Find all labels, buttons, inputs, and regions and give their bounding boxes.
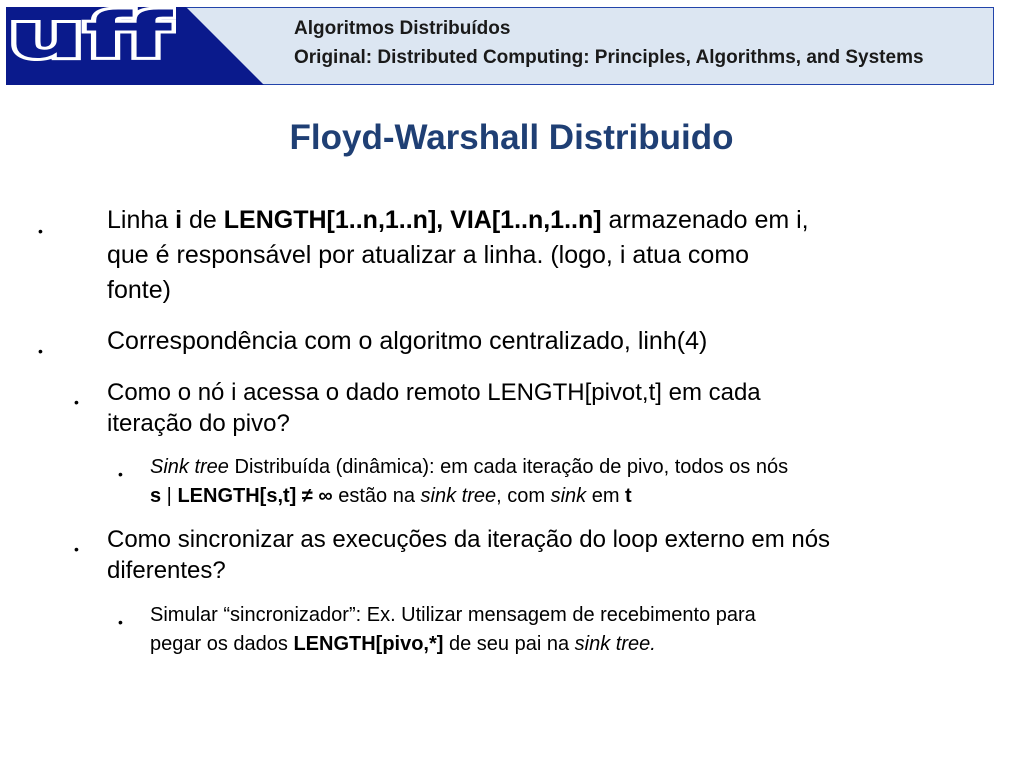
bullet-dot-icon: • [118,614,123,630]
bullet-4-line-2: s | LENGTH[s,t] ≠ ∞ estão na sink tree, com sink em t [150,485,632,507]
uff-logo [6,7,176,67]
bullet-1-line-2: que é responsável por atualizar a linha. (logo, i atua como [107,241,750,269]
bullet-4-line-1: Sink tree Distribuída (dinâmica): em cada iteração de pivo, todos os nós [150,456,789,478]
bullet-1-line-1: Linha i de LENGTH[1..n,1..n], VIA[1..n,1..n] armazenado em i, [107,206,809,234]
bullet-5-line-1: Como sincronizar as execuções da iteração do loop externo em nós [107,526,831,553]
bullet-dot-icon: • [74,541,79,557]
bullet-2-line-1: Correspondência com o algoritmo centralizado, linh(4) [107,327,708,355]
bullet-dot-icon: • [38,223,43,239]
bullet-dot-icon: • [118,466,123,482]
header-banner [6,7,994,85]
header-source-title: Original: Distributed Computing: Principles, Algorithms, and Systems [294,47,924,68]
bullet-6-line-2: pegar os dados LENGTH[pivo,*] de seu pai na sink tree. [150,633,656,655]
svg-text:uff: uff [8,7,174,67]
bullet-5-line-2: diferentes? [107,557,226,584]
slide-title: Floyd-Warshall Distribuido [289,118,734,157]
bullet-dot-icon: • [38,343,43,359]
bullet-3-line-1: Como o nó i acessa o dado remoto LENGTH[pivot,t] em cada [107,379,761,406]
bullet-1-line-3: fonte) [107,276,171,304]
bullet-3-line-2: iteração do pivo? [107,410,290,437]
bullet-dot-icon: • [74,394,79,410]
header-course-title: Algoritmos Distribuídos [294,18,511,39]
bullet-6-line-1: Simular “sincronizador”: Ex. Utilizar mensagem de recebimento para [150,604,756,626]
